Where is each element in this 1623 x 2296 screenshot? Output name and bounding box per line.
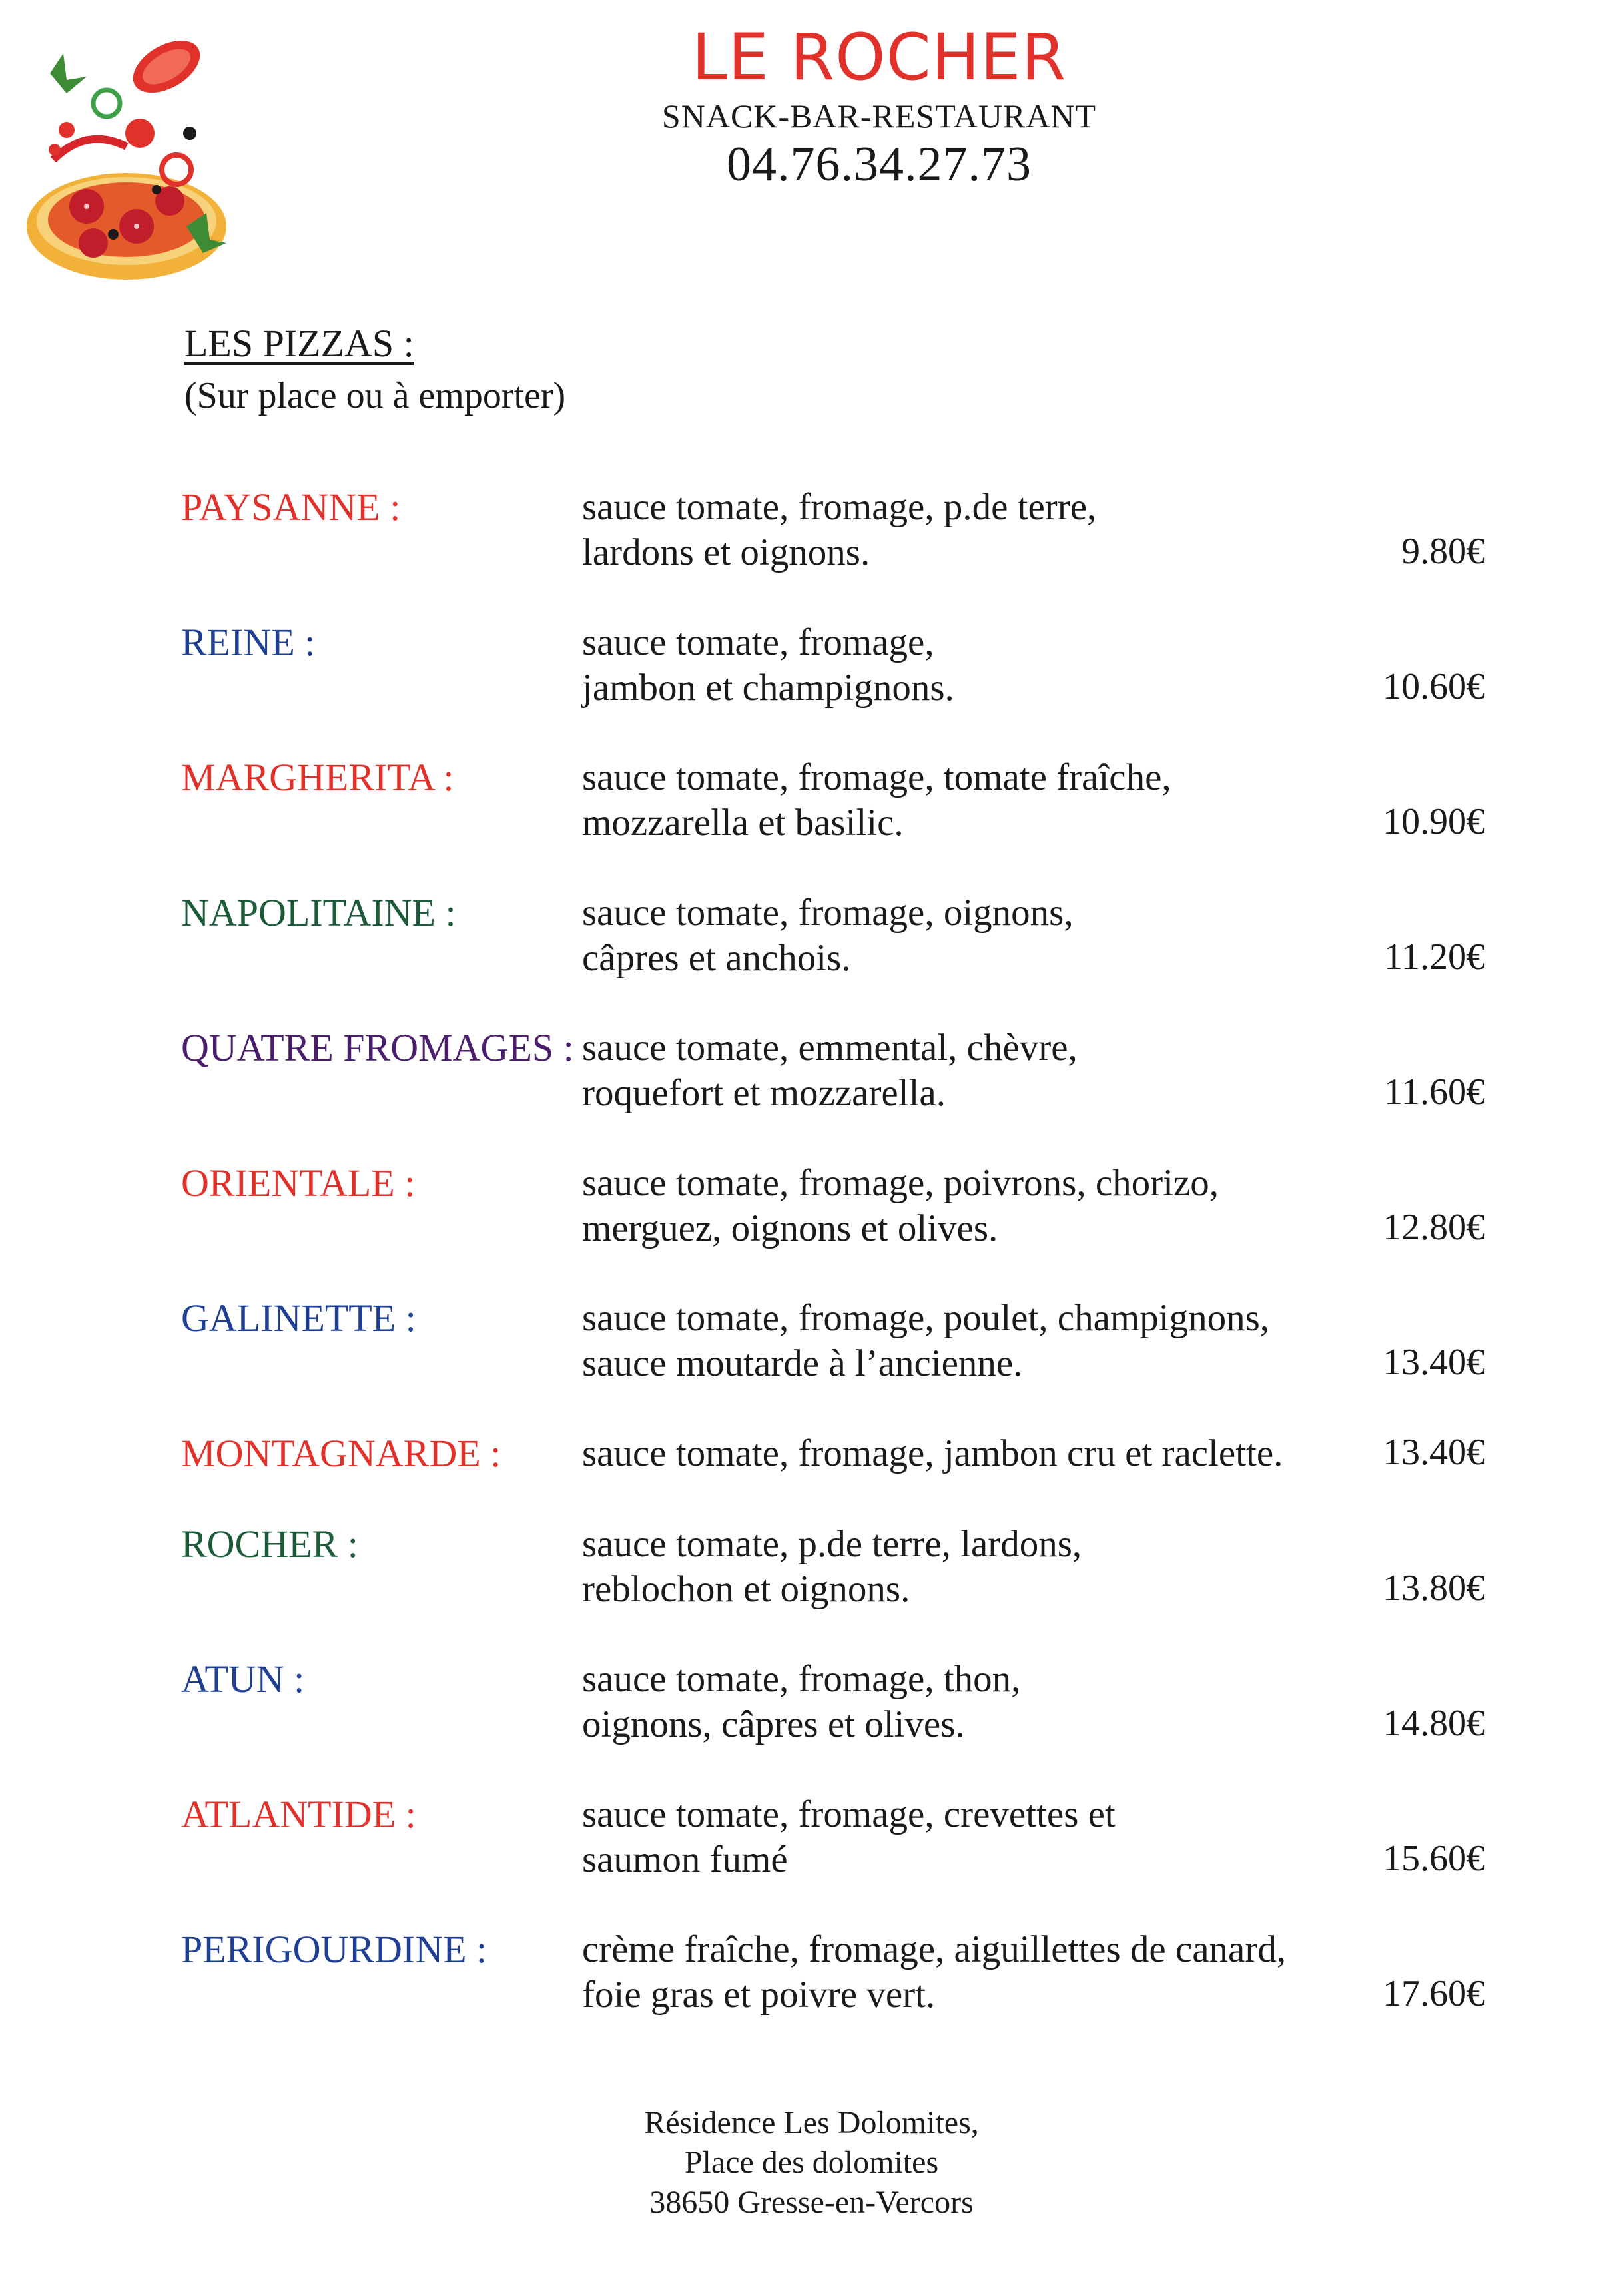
address-footer xyxy=(0,2103,1623,2223)
description-line: câpres et anchois. xyxy=(582,937,851,979)
description-line: sauce tomate, p.de terre, lardons, xyxy=(582,1523,1082,1565)
description-line: sauce tomate, fromage, p.de terre, xyxy=(582,486,1097,528)
description-line: sauce moutarde à l’ancienne. xyxy=(582,1342,1023,1384)
pizza-description xyxy=(582,1025,1078,1116)
pizza-price: 17.60€ xyxy=(1383,1973,1485,2014)
pizza-row xyxy=(0,1025,1623,1132)
description-line: sauce tomate, emmental, chèvre, xyxy=(582,1027,1078,1069)
pizza-description xyxy=(582,1296,1269,1386)
pizza-row xyxy=(0,485,1623,591)
pizza-price: 11.20€ xyxy=(1384,936,1485,978)
pizza-description xyxy=(582,1431,1283,1476)
pizza-description xyxy=(582,1161,1219,1251)
description-line: lardons et oignons. xyxy=(582,531,870,573)
restaurant-type: SNACK-BAR-RESTAURANT xyxy=(661,97,1097,135)
description-line: sauce tomate, fromage, poulet, champignons, xyxy=(582,1297,1270,1339)
description-line: saumon fumé xyxy=(582,1839,788,1880)
description-line: jambon et champignons. xyxy=(582,667,954,709)
pizza-name: REINE : xyxy=(181,621,316,664)
description-line: crème fraîche, fromage, aiguillettes de canard, xyxy=(582,1928,1287,1970)
address-line: Place des dolomites xyxy=(684,2145,939,2180)
pizza-description xyxy=(582,1657,1020,1747)
description-line: merguez, oignons et olives. xyxy=(582,1207,998,1249)
description-line: sauce tomate, fromage, thon, xyxy=(582,1658,1021,1700)
pizza-price: 9.80€ xyxy=(1401,531,1485,572)
pizza-name: GALINETTE : xyxy=(181,1296,416,1340)
description-line: oignons, câpres et olives. xyxy=(582,1703,965,1745)
pizza-name: ATUN : xyxy=(181,1657,305,1701)
pizza-price: 14.80€ xyxy=(1383,1703,1485,1744)
pizza-name: ATLANTIDE : xyxy=(181,1793,416,1836)
description-line: roquefort et mozzarella. xyxy=(582,1072,946,1114)
pizza-price: 10.60€ xyxy=(1383,666,1485,707)
address-line: Résidence Les Dolomites, xyxy=(644,2105,979,2140)
description-line: sauce tomate, fromage, crevettes et xyxy=(582,1793,1116,1835)
pizza-row xyxy=(0,1296,1623,1402)
pizza-name: ORIENTALE : xyxy=(181,1161,416,1205)
pizza-price: 10.90€ xyxy=(1383,801,1485,842)
pizza-price: 11.60€ xyxy=(1384,1071,1485,1113)
pizza-description xyxy=(582,890,1074,981)
pizza-description xyxy=(582,755,1171,846)
description-line: sauce tomate, fromage, jambon cru et raclette. xyxy=(582,1432,1283,1474)
pizza-price: 12.80€ xyxy=(1383,1207,1485,1248)
section-subtitle: (Sur place ou à emporter) xyxy=(184,375,566,416)
pizza-name: PERIGOURDINE : xyxy=(181,1928,487,1971)
pizza-name: PAYSANNE : xyxy=(181,485,401,529)
pizza-description xyxy=(582,620,954,711)
pizza-price: 15.60€ xyxy=(1383,1838,1485,1879)
pizza-row xyxy=(0,1161,1623,1267)
restaurant-name: LE ROCHER xyxy=(691,20,1067,95)
pizza-row xyxy=(0,755,1623,862)
pizza-description xyxy=(582,1522,1082,1612)
description-line: mozzarella et basilic. xyxy=(582,802,904,844)
pizza-name: ROCHER : xyxy=(181,1522,358,1566)
phone-number: 04.76.34.27.73 xyxy=(727,137,1032,192)
pizza-row xyxy=(0,1927,1623,2034)
pizza-price: 13.40€ xyxy=(1383,1342,1485,1383)
pizza-name: NAPOLITAINE : xyxy=(181,891,456,934)
pizza-row xyxy=(0,620,1623,726)
pizza-name: MONTAGNARDE : xyxy=(181,1432,501,1475)
description-line: sauce tomate, fromage, poivrons, chorizo, xyxy=(582,1162,1219,1204)
pizza-row xyxy=(0,890,1623,997)
description-line: foie gras et poivre vert. xyxy=(582,1974,936,2016)
pizza-name: MARGHERITA : xyxy=(181,756,454,799)
pizza-price: 13.80€ xyxy=(1383,1568,1485,1609)
address-line: 38650 Gresse-en-Vercors xyxy=(649,2185,974,2220)
description-line: sauce tomate, fromage, tomate fraîche, xyxy=(582,756,1171,798)
pizza-row xyxy=(0,1657,1623,1763)
description-line: reblochon et oignons. xyxy=(582,1568,910,1610)
section-title: LES PIZZAS : xyxy=(184,322,414,365)
description-line: sauce tomate, fromage, oignons, xyxy=(582,892,1074,934)
pizza-price: 13.40€ xyxy=(1383,1432,1485,1473)
pizza-description xyxy=(582,485,1096,575)
pizza-row xyxy=(0,1792,1623,1898)
description-line: sauce tomate, fromage, xyxy=(582,621,934,663)
pizza-description xyxy=(582,1792,1116,1882)
pizza-row xyxy=(0,1522,1623,1628)
pizza-description xyxy=(582,1927,1286,2018)
pizza-name: QUATRE FROMAGES : xyxy=(181,1026,574,1069)
